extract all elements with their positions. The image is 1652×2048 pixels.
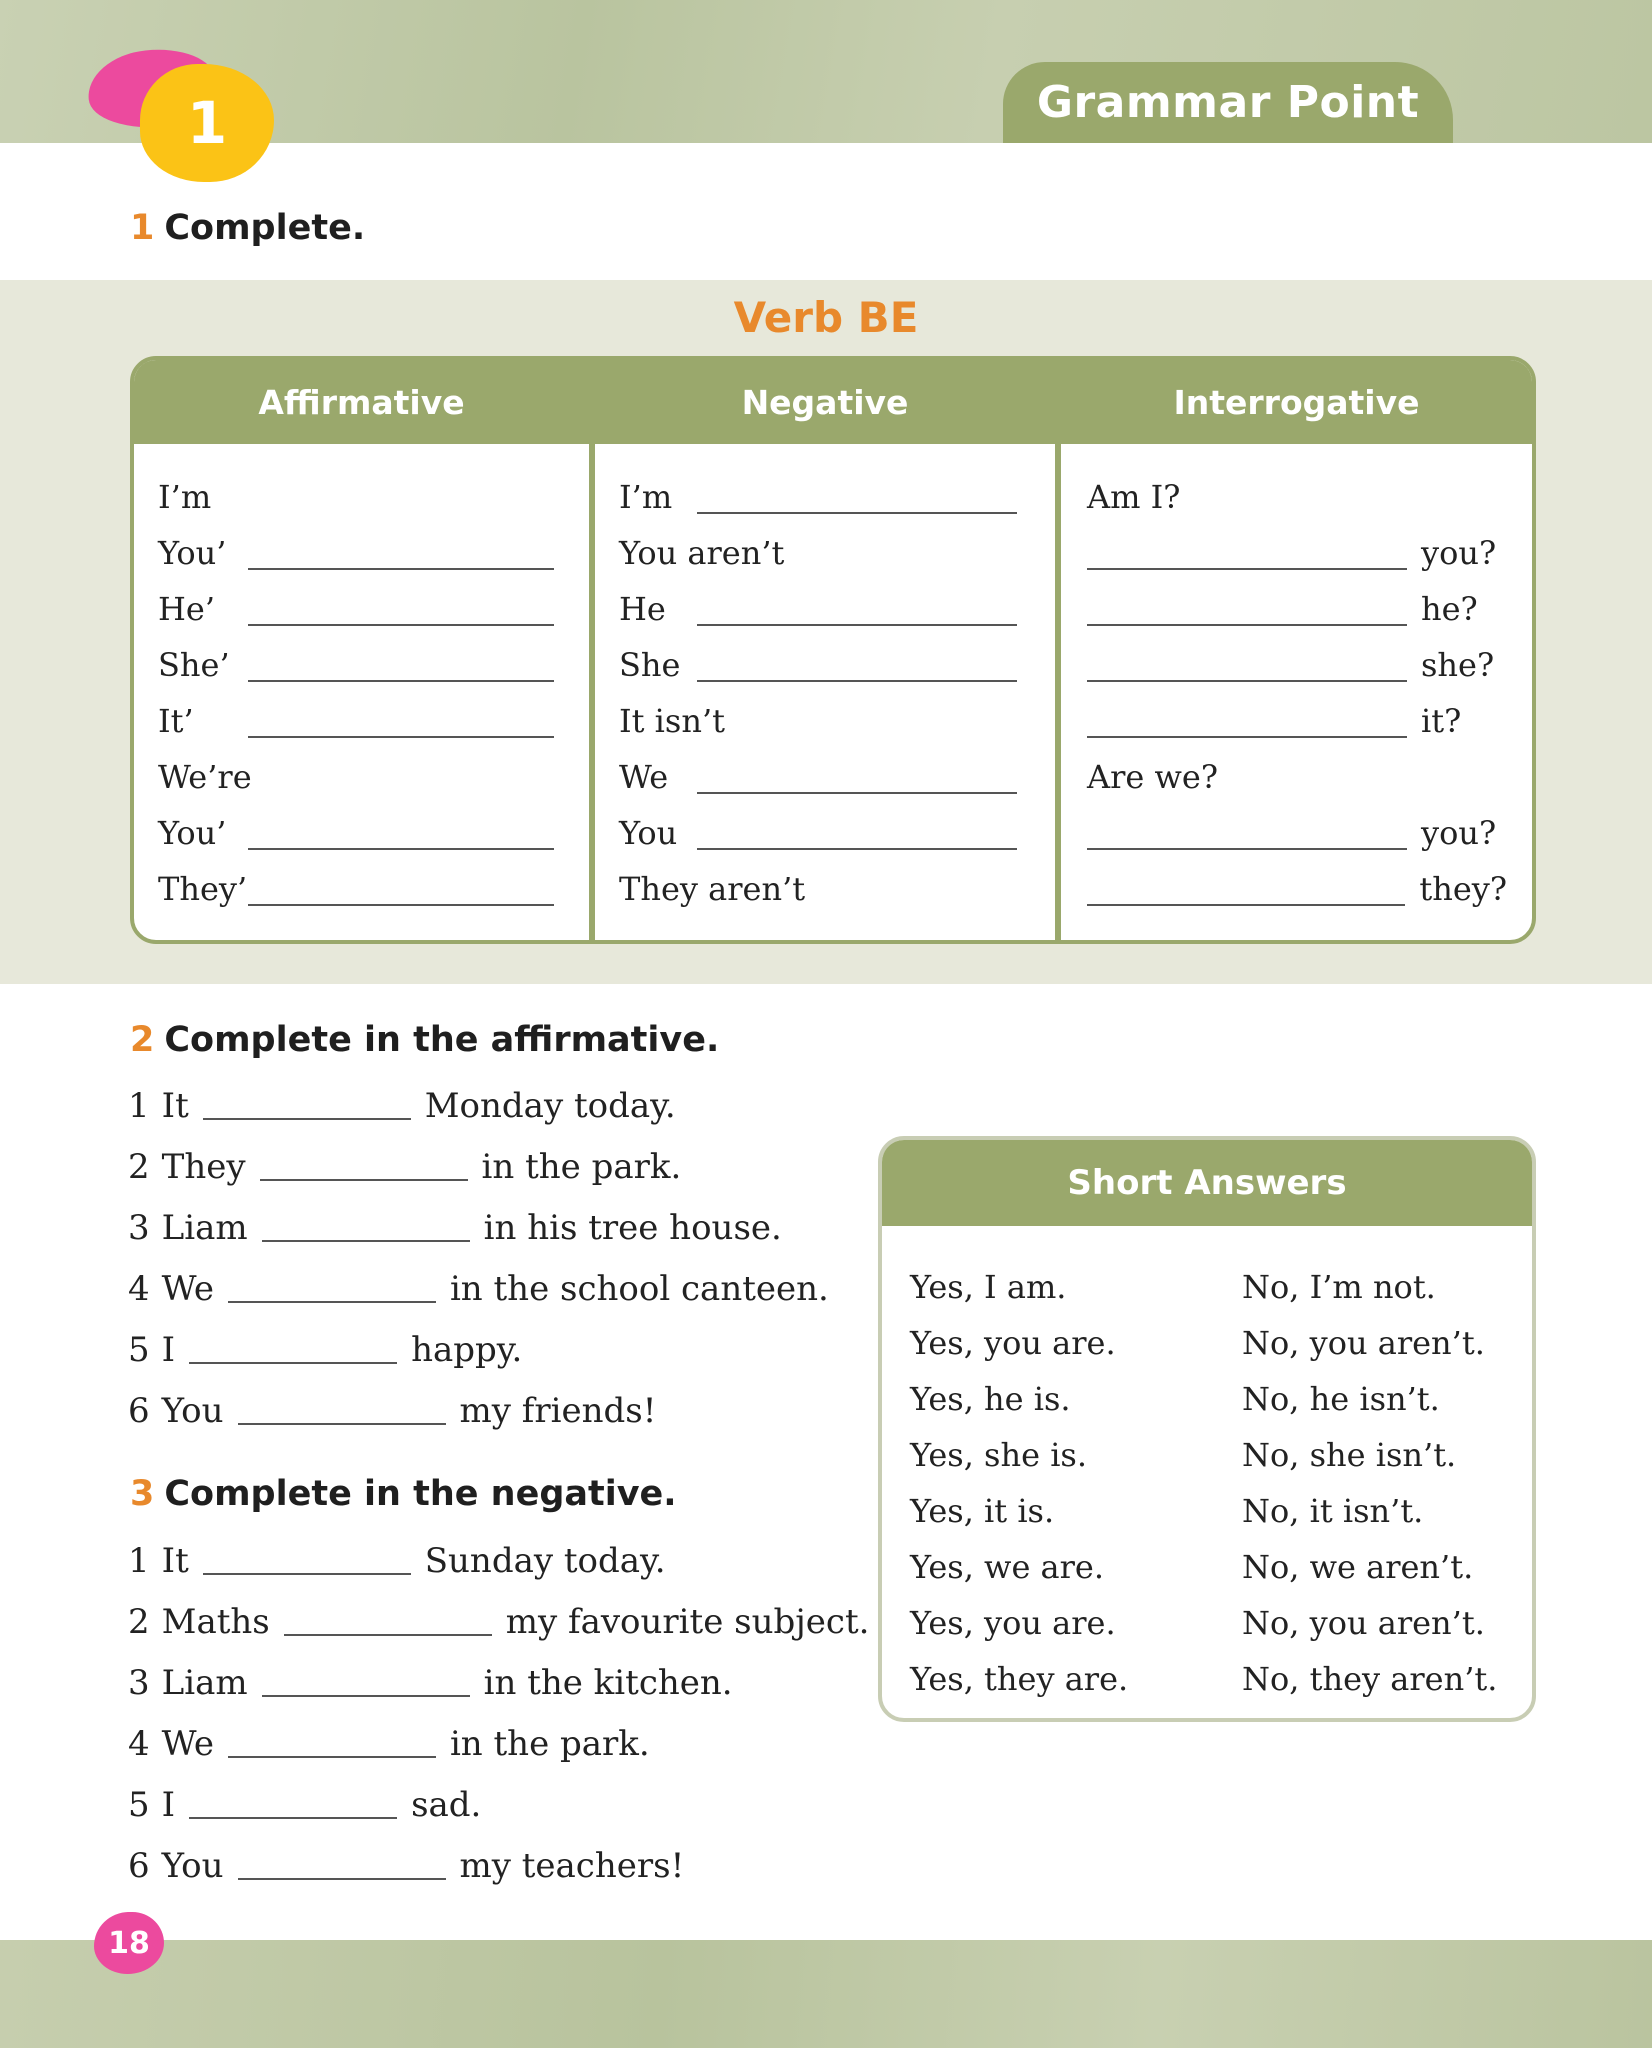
affirmative-row-text: We’re xyxy=(158,758,252,796)
answer-blank[interactable] xyxy=(228,1755,436,1758)
short-answer-no: No, she isn’t. xyxy=(1242,1436,1457,1474)
interrogative-row xyxy=(1087,580,1507,634)
item-rest: in the kitchen. xyxy=(483,1663,733,1703)
section-title: Grammar Point xyxy=(1036,77,1420,128)
interrogative-row-text: she? xyxy=(1421,646,1495,684)
negative-column-title: Negative xyxy=(741,382,909,422)
item-subject: They xyxy=(161,1147,246,1187)
affirmative-row xyxy=(158,860,568,914)
interrogative-row-text: Am I? xyxy=(1087,478,1181,516)
item-number: 2 xyxy=(128,1602,150,1642)
column-divider xyxy=(589,360,595,940)
negative-row xyxy=(619,748,1039,802)
interrogative-row xyxy=(1087,860,1507,914)
item-rest: sad. xyxy=(411,1785,482,1825)
negative-row xyxy=(619,860,1039,914)
interrogative-row-text: they? xyxy=(1419,870,1507,908)
exercise-3-number: 3 xyxy=(130,1474,155,1514)
answer-blank[interactable] xyxy=(248,903,554,906)
affirmative-row-text: He’ xyxy=(158,590,216,628)
answer-blank[interactable] xyxy=(238,1422,446,1425)
exercise-1-number: 1 xyxy=(130,208,155,248)
interrogative-row-text: it? xyxy=(1421,702,1462,740)
answer-blank[interactable] xyxy=(284,1633,492,1636)
short-answer-no: No, they aren’t. xyxy=(1242,1660,1498,1698)
exercise3-item xyxy=(128,1840,684,1890)
answer-blank[interactable] xyxy=(203,1117,411,1120)
affirmative-row-text: I’m xyxy=(158,478,212,516)
item-rest: happy. xyxy=(411,1330,523,1370)
affirmative-row-text: You’ xyxy=(158,534,227,572)
item-number: 1 xyxy=(128,1541,150,1581)
item-subject: Liam xyxy=(161,1208,248,1248)
interrogative-row xyxy=(1087,468,1507,522)
item-number: 6 xyxy=(128,1846,150,1886)
answer-blank[interactable] xyxy=(697,623,1017,626)
negative-row-text: They aren’t xyxy=(619,870,806,908)
negative-row xyxy=(619,804,1039,858)
item-number: 5 xyxy=(128,1330,150,1370)
exercise-2-instruction: Complete in the affirmative. xyxy=(164,1020,720,1060)
item-number: 3 xyxy=(128,1208,150,1248)
answer-blank[interactable] xyxy=(1087,679,1407,682)
answer-blank[interactable] xyxy=(697,679,1017,682)
interrogative-row-text: you? xyxy=(1421,814,1497,852)
negative-row-text: He xyxy=(619,590,666,628)
item-number: 1 xyxy=(128,1086,150,1126)
affirmative-row xyxy=(158,692,568,746)
item-rest: my teachers! xyxy=(459,1846,685,1886)
item-rest: in the park. xyxy=(449,1724,650,1764)
answer-blank[interactable] xyxy=(228,1300,436,1303)
exercise-2-number: 2 xyxy=(130,1020,155,1060)
item-subject: It xyxy=(161,1541,189,1581)
answer-blank[interactable] xyxy=(248,679,554,682)
answer-blank[interactable] xyxy=(260,1178,468,1181)
short-answer-yes: Yes, I am. xyxy=(910,1268,1067,1306)
item-rest: my favourite subject. xyxy=(505,1602,870,1642)
interrogative-row-text: he? xyxy=(1421,590,1478,628)
interrogative-row xyxy=(1087,804,1507,858)
answer-blank[interactable] xyxy=(203,1572,411,1575)
negative-row xyxy=(619,636,1039,690)
item-rest: in his tree house. xyxy=(483,1208,782,1248)
interrogative-row xyxy=(1087,524,1507,578)
short-answers-box xyxy=(878,1136,1536,1722)
answer-blank[interactable] xyxy=(1087,903,1405,906)
interrogative-row-text: Are we? xyxy=(1087,758,1218,796)
answer-blank[interactable] xyxy=(697,791,1017,794)
affirmative-row-text: They’ xyxy=(158,870,248,908)
affirmative-row xyxy=(158,636,568,690)
answer-blank[interactable] xyxy=(248,623,554,626)
negative-row xyxy=(619,524,1039,578)
item-subject: You xyxy=(161,1846,224,1886)
item-subject: We xyxy=(161,1724,214,1764)
item-subject: It xyxy=(161,1086,189,1126)
interrogative-row-text: you? xyxy=(1421,534,1497,572)
item-number: 6 xyxy=(128,1391,150,1431)
negative-row-text: You xyxy=(619,814,678,852)
affirmative-row-text: She’ xyxy=(158,646,230,684)
interrogative-row xyxy=(1087,748,1507,802)
negative-row-text: It isn’t xyxy=(619,702,725,740)
affirmative-row-text: It’ xyxy=(158,702,194,740)
answer-blank[interactable] xyxy=(697,511,1017,514)
exercise2-item xyxy=(128,1324,522,1374)
answer-blank[interactable] xyxy=(1087,847,1407,850)
answer-blank[interactable] xyxy=(1087,735,1407,738)
item-subject: Maths xyxy=(161,1602,270,1642)
affirmative-row xyxy=(158,748,568,802)
answer-blank[interactable] xyxy=(262,1239,470,1242)
column-divider xyxy=(1055,360,1061,940)
unit-badge xyxy=(140,64,274,182)
answer-blank[interactable] xyxy=(248,567,554,570)
negative-row-text: You aren’t xyxy=(619,534,785,572)
short-answer-no: No, I’m not. xyxy=(1242,1268,1436,1306)
negative-row-text: We xyxy=(619,758,669,796)
affirmative-row xyxy=(158,524,568,578)
short-answer-no: No, you aren’t. xyxy=(1242,1324,1485,1362)
exercise-3-instruction: Complete in the negative. xyxy=(164,1474,677,1514)
answer-blank[interactable] xyxy=(1087,623,1407,626)
affirmative-row xyxy=(158,804,568,858)
exercise2-item xyxy=(128,1080,676,1130)
page-number: 18 xyxy=(94,1912,164,1974)
answer-blank[interactable] xyxy=(697,847,1017,850)
exercise3-item xyxy=(128,1535,666,1585)
exercise3-item xyxy=(128,1657,733,1707)
answer-blank[interactable] xyxy=(248,735,554,738)
item-rest: Monday today. xyxy=(424,1086,676,1126)
answer-blank[interactable] xyxy=(238,1877,446,1880)
item-rest: Sunday today. xyxy=(424,1541,666,1581)
exercise-1-instruction: Complete. xyxy=(164,208,366,248)
short-answer-no: No, we aren’t. xyxy=(1242,1548,1474,1586)
short-answer-no: No, he isn’t. xyxy=(1242,1380,1440,1418)
exercise2-item xyxy=(128,1141,681,1191)
item-rest: my friends! xyxy=(459,1391,657,1431)
short-answer-no: No, you aren’t. xyxy=(1242,1604,1485,1642)
footer-band xyxy=(0,1940,1652,2048)
unit-number: 1 xyxy=(186,89,228,157)
item-number: 2 xyxy=(128,1147,150,1187)
short-answer-yes: Yes, you are. xyxy=(910,1604,1116,1642)
item-subject: You xyxy=(161,1391,224,1431)
exercise2-item xyxy=(128,1202,782,1252)
negative-row xyxy=(619,468,1039,522)
grammar-point-tab xyxy=(1003,62,1453,143)
short-answer-no: No, it isn’t. xyxy=(1242,1492,1424,1530)
short-answer-yes: Yes, we are. xyxy=(910,1548,1105,1586)
short-answer-yes: Yes, it is. xyxy=(910,1492,1055,1530)
negative-row-text: She xyxy=(619,646,681,684)
interrogative-column-title: Interrogative xyxy=(1173,382,1420,422)
short-answer-yes: Yes, they are. xyxy=(910,1660,1129,1698)
item-rest: in the park. xyxy=(481,1147,682,1187)
interrogative-row xyxy=(1087,636,1507,690)
affirmative-row xyxy=(158,580,568,634)
short-answer-yes: Yes, you are. xyxy=(910,1324,1116,1362)
answer-blank[interactable] xyxy=(248,847,554,850)
item-subject: I xyxy=(161,1330,176,1370)
negative-row-text: I’m xyxy=(619,478,673,516)
verb-be-table xyxy=(130,356,1536,944)
exercise-2-heading xyxy=(130,1020,719,1060)
exercise-3-heading xyxy=(130,1474,677,1514)
verb-be-title: Verb BE xyxy=(733,293,919,342)
item-subject: I xyxy=(161,1785,176,1825)
interrogative-row xyxy=(1087,692,1507,746)
short-answer-yes: Yes, he is. xyxy=(910,1380,1071,1418)
item-rest: in the school canteen. xyxy=(449,1269,829,1309)
affirmative-column-title: Affirmative xyxy=(258,382,465,422)
item-number: 5 xyxy=(128,1785,150,1825)
item-subject: Liam xyxy=(161,1663,248,1703)
item-number: 4 xyxy=(128,1269,150,1309)
item-subject: We xyxy=(161,1269,214,1309)
exercise3-item xyxy=(128,1596,869,1646)
affirmative-row-text: You’ xyxy=(158,814,227,852)
affirmative-row xyxy=(158,468,568,522)
short-answers-title: Short Answers xyxy=(882,1140,1532,1226)
answer-blank[interactable] xyxy=(189,1361,397,1364)
exercise2-item xyxy=(128,1385,656,1435)
exercise3-item xyxy=(128,1779,481,1829)
exercise-1-heading xyxy=(130,208,365,248)
answer-blank[interactable] xyxy=(1087,567,1407,570)
answer-blank[interactable] xyxy=(189,1816,397,1819)
exercise2-item xyxy=(128,1263,829,1313)
answer-blank[interactable] xyxy=(262,1694,470,1697)
short-answer-yes: Yes, she is. xyxy=(910,1436,1088,1474)
item-number: 3 xyxy=(128,1663,150,1703)
item-number: 4 xyxy=(128,1724,150,1764)
negative-row xyxy=(619,692,1039,746)
exercise3-item xyxy=(128,1718,650,1768)
negative-row xyxy=(619,580,1039,634)
